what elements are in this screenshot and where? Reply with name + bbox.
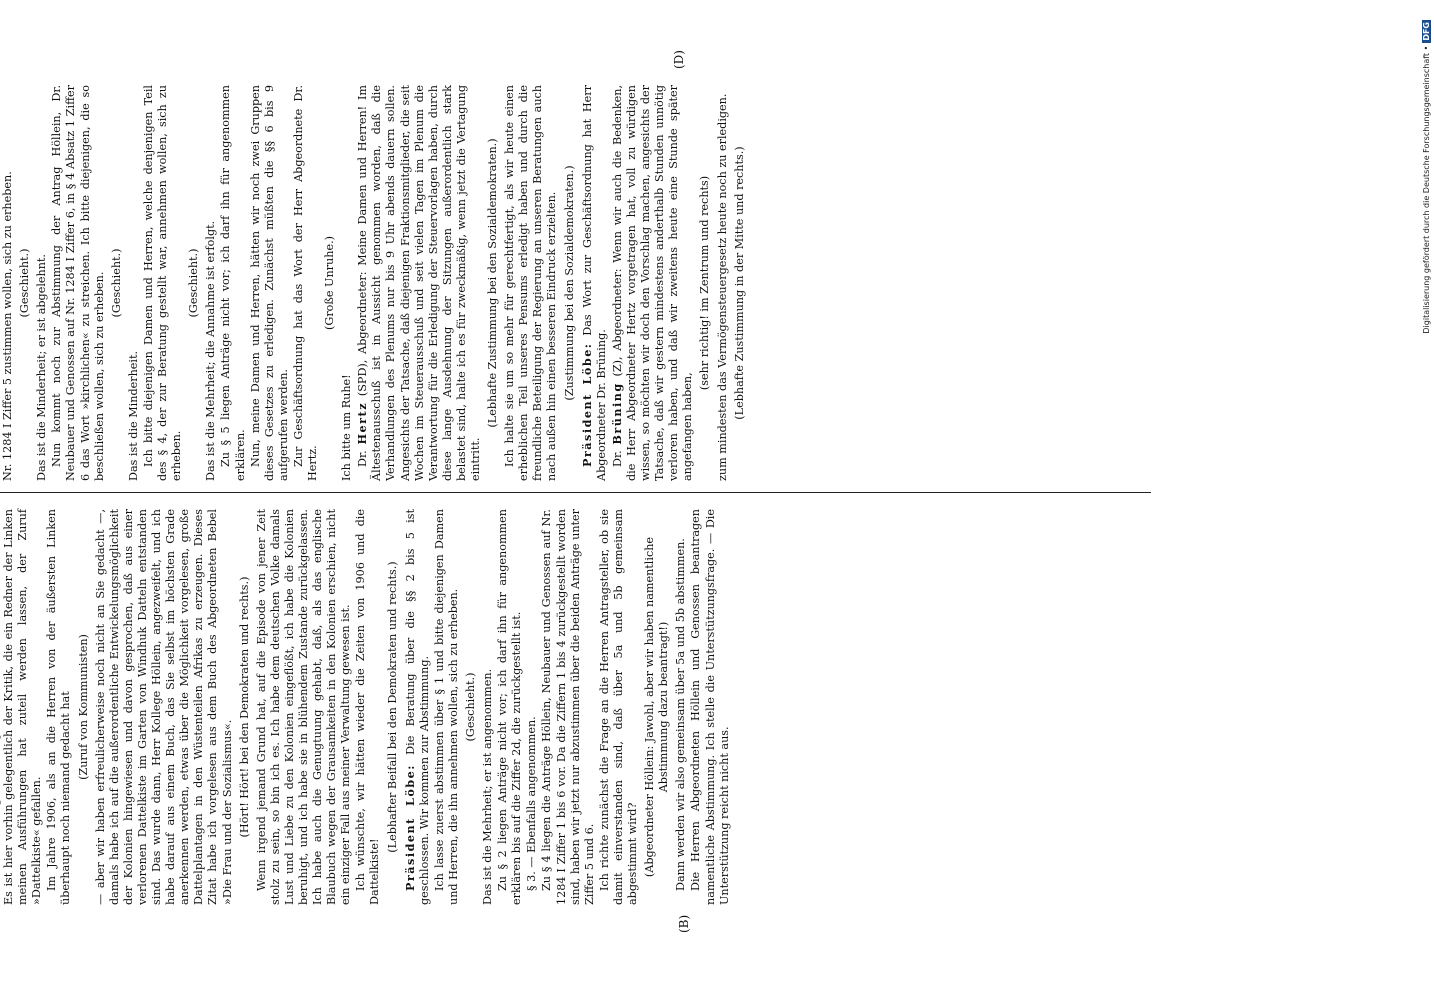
margin-mark-b: (B) [677, 914, 691, 933]
speaker-title [0, 874, 1, 891]
paragraph: Nun kommt noch zur Abstimmung der Antrag Höllein, Dr. Neubauer und Genossen auf Nr. 1284 I Ziffer 6, in § 4 Absatz 1 Ziffer 6 das Wort »kirchlichen« zu streichen. Ich bitte diejenigen, die so beschließen wollen, sich zu erheben. [50, 85, 106, 481]
paragraph: Dann werden wir also gemeinsam über 5a und 5b abstimmen. [674, 538, 688, 891]
paragraph: Ich bitte diejenigen Damen und Herren, welche denjenigen Teil des § 4, der zur Beratung gestellt war, annehmen wollen, sich zu erheben. [141, 85, 184, 481]
interjection: (Geschieht.) [18, 248, 32, 318]
paragraph: Die Herren Abgeordneten Höllein und Genossen beantragen namentliche Abstimmung. Ich stelle die Unterstützungsfrage. — Die Unterstützung reicht nicht aus. [689, 509, 731, 905]
interjection: (Geschieht.) [187, 248, 201, 318]
paragraph: Das ist die Mehrheit; er ist angenommen. [481, 668, 495, 905]
paragraph: zum mindesten das Vermögensteuergesetz heute noch zu erledigen. [715, 93, 729, 481]
interjection: (Lebhafter Beifall bei den Demokraten und rechts.) [385, 561, 399, 853]
interjection: (Geschieht.) [464, 672, 477, 742]
paragraph: Im Jahre 1906, als an die Herren von der äußersten Linken überhaupt noch niemand gedacht hat [45, 509, 73, 905]
paragraph: (SPD), Abgeordneter: Meine Damen und Herren! Im Ältestenausschuß ist in Aussicht genommen worden, daß die Verhandlungen des Plenums nur bis 9 Uhr abends dauern sollen. Angesichts der Tatsache, daß diejenigen Fraktionsmitglieder, die seit Wochen im Steuerausschuß und seit vielen Tagen im Plenum die Verantwortung für die Erledigung der Steuervorlagen haben, durch diese lange Ausdehnung der Sitzungen außerordentlich stark belastet sind, halte ich es für zweckmäßig, wenn jetzt die Vertagung eintritt. [356, 84, 482, 481]
funding-note [1420, 20, 1434, 980]
speech-bruening [610, 85, 696, 481]
paragraph: Das ist die Minderheit. [126, 350, 140, 481]
speaker-name: Präsident Löbe: [402, 764, 417, 891]
rotated-protocol-page [0, 50, 1157, 933]
speaker-name: Brüning [609, 382, 624, 445]
funding-note-text [1420, 20, 1434, 980]
speech-dernburg [0, 509, 44, 905]
paragraph: Es ist hier vorhin gelegentlich der Kritik, die ein Redner der Linken meinen Ausführungen hat zuteil werden lassen, der Zuruf »Dattelkiste« gefallen. [2, 509, 44, 905]
paragraph: Ich richte zunächst die Frage an die Herren Antragsteller, ob sie damit einverstanden sind, daß über 5a und 5b gemeinsam abgestimmt wird? [597, 509, 640, 905]
paragraph: Zur Geschäftsordnung hat das Wort der Herr Abgeordnete Dr. Hertz. [291, 85, 319, 481]
speaker-title: Dr. [610, 450, 624, 467]
paragraph: Wenn irgend jemand Grund hat, auf die Episode von jener Zeit stolz zu sein, so bin ich es. Ich habe dem deutschen Volke damals Lust und Liebe zu den Kolonien eingeflößt, ich habe die Kolonien beruhigt, und ich habe sie in blühendem Zustande zurückgelassen. Ich habe auch die Genugtuung gehabt, daß, als das englische Blaubuch wegen der Grausamkeiten in den Kolonien erschien, nicht ein einziger Fall aus meiner Verwaltung gewesen ist. [254, 509, 353, 905]
interjection: (Geschieht.) [109, 248, 123, 318]
speaker-name [0, 796, 1, 869]
margin-mark-d: (D) [672, 50, 686, 69]
left-column [0, 509, 733, 905]
interjection: (sehr richtig! im Zentrum und rechts) [698, 175, 712, 391]
interjection: (Abgeordneter Höllein: Jawohl, aber wir haben namentliche Abstimmung dazu beantragt!) [643, 536, 671, 878]
column-divider [0, 492, 1151, 493]
speaker-name: Präsident Löbe: [579, 342, 594, 467]
paragraph: Das ist die Minderheit; er ist abgelehnt. [35, 254, 49, 481]
paragraph: Ich wünschte, wir hätten wieder die Zeiten von 1906 und die Dattelkiste! [354, 509, 382, 905]
paragraph: Die Beratung über die §§ 2 bis 5 ist geschlossen. Wir kommen zur Abstimmung. [403, 509, 431, 905]
speaker-title: Dr. [356, 450, 370, 467]
paragraph: — aber wir haben erfreulicherweise noch nicht an Sie gedacht —, damals habe ich auf die außerordentliche Entwickelungsmöglichkeit der Kolonien hingewiesen und davon gesprochen, daß aus einer verlorenen Dattelkiste im Garten von Windhuk Datteln entstanden sind. Das wurde dann, Herr Kollege Höllein, angezweifelt, und ich habe darauf aus einem Buch, das Sie selbst im höchsten Grade anerkennen werden, etwas über die Möglichkeit vorgelesen, große Dattelplantagen in den Wüstenteilen Afrikas zu erzeugen. Dieses Zitat habe ich vorgelesen aus dem Buch des Abgeordneten Bebel »Die Frau und der Sozialismus«. [93, 509, 234, 905]
funding-text: Digitalisierung gefördert durch die Deutsche Forschungsgemeinschaft • [1422, 45, 1431, 334]
interjection: (Lebhafte Zustimmung in der Mitte und rechts.) [732, 146, 746, 420]
dfg-logo: DFG [1422, 22, 1431, 41]
speech-president [403, 509, 432, 905]
paragraph: Zu § 4 liegen die Anträge Höllein, Neubauer und Genossen auf Nr. 1284 I Ziffer 1 bis 6 vor. Da die Ziffern 1 bis 4 zurückgestellt worden sind, haben wir jetzt nur abzustimmen über die beiden Anträge unter Ziffer 5 und 6. [540, 509, 596, 905]
right-column [0, 85, 750, 481]
paragraph: Nun, meine Damen und Herren, hätten wir noch zwei Gruppen dieses Gesetzes zu erledigen. Zunächst müßten die §§ 6 bis 9 aufgerufen werden. [248, 85, 290, 481]
interjection: (Große Unruhe.) [323, 236, 337, 330]
speech-hertz [355, 85, 483, 481]
paragraph: Zu § 5 liegen Anträge nicht vor; ich darf ihn für angenommen erklären. [219, 85, 247, 481]
interjection: (Zuruf von Kommunisten) [76, 634, 90, 780]
interjection: (Zustimmung bei den Sozialdemokraten.) [562, 165, 576, 401]
speech-president [580, 85, 609, 481]
paragraph: § 3. — Ebenfalls angenommen. [525, 716, 539, 891]
paragraph: Nr. 1284 I Ziffer 5 zustimmen wollen, sich zu erheben. [1, 171, 15, 481]
speaker-name: Hertz [355, 401, 370, 445]
paragraph: Das ist die Mehrheit; die Annahme ist erfolgt. [204, 220, 218, 481]
paragraph: Ich bitte um Ruhe! [340, 374, 354, 481]
paragraph: Ich lasse zuerst abstimmen über § 1 und bitte diejenigen Damen und Herren, die ihn annehmen wollen, sich zu erheben. [432, 509, 460, 905]
interjection: (Lebhafte Zustimmung bei den Sozialdemokraten.) [486, 138, 500, 428]
paragraph: Das Wort zur Geschäftsordnung hat Herr Abgeordneter Dr. Brüning. [580, 85, 608, 481]
paragraph: Zu § 2 liegen Anträge nicht vor; ich darf ihn für angenommen erklären bis auf die Ziffer 2d, die zurückgestellt ist. [496, 509, 524, 905]
paragraph: Ich halte sie um so mehr für gerechtfertigt, als wir heute einen erheblichen Teil unseres Pensums erledigt haben und durch die freundliche Beteiligung der Regierung an unseren Beratungen auch nach außen hin einen besseren Eindruck erzielten. [503, 85, 559, 481]
paragraph: (Z), Abgeordneter: Wenn wir auch die Bedenken, die Herr Abgeordneter Hertz vorgetragen hat, voll zu würdigen wissen, so möchten wir doch den Vorschlag machen, angesichts der Tatsache, daß wir gestern mindestens anderthalb Stunden unnötig verloren haben, und daß wir zweitens heute eine Stunde später angefangen haben, [610, 84, 695, 481]
interjection: (Hört! Hört! bei den Demokraten und rechts.) [237, 576, 251, 838]
